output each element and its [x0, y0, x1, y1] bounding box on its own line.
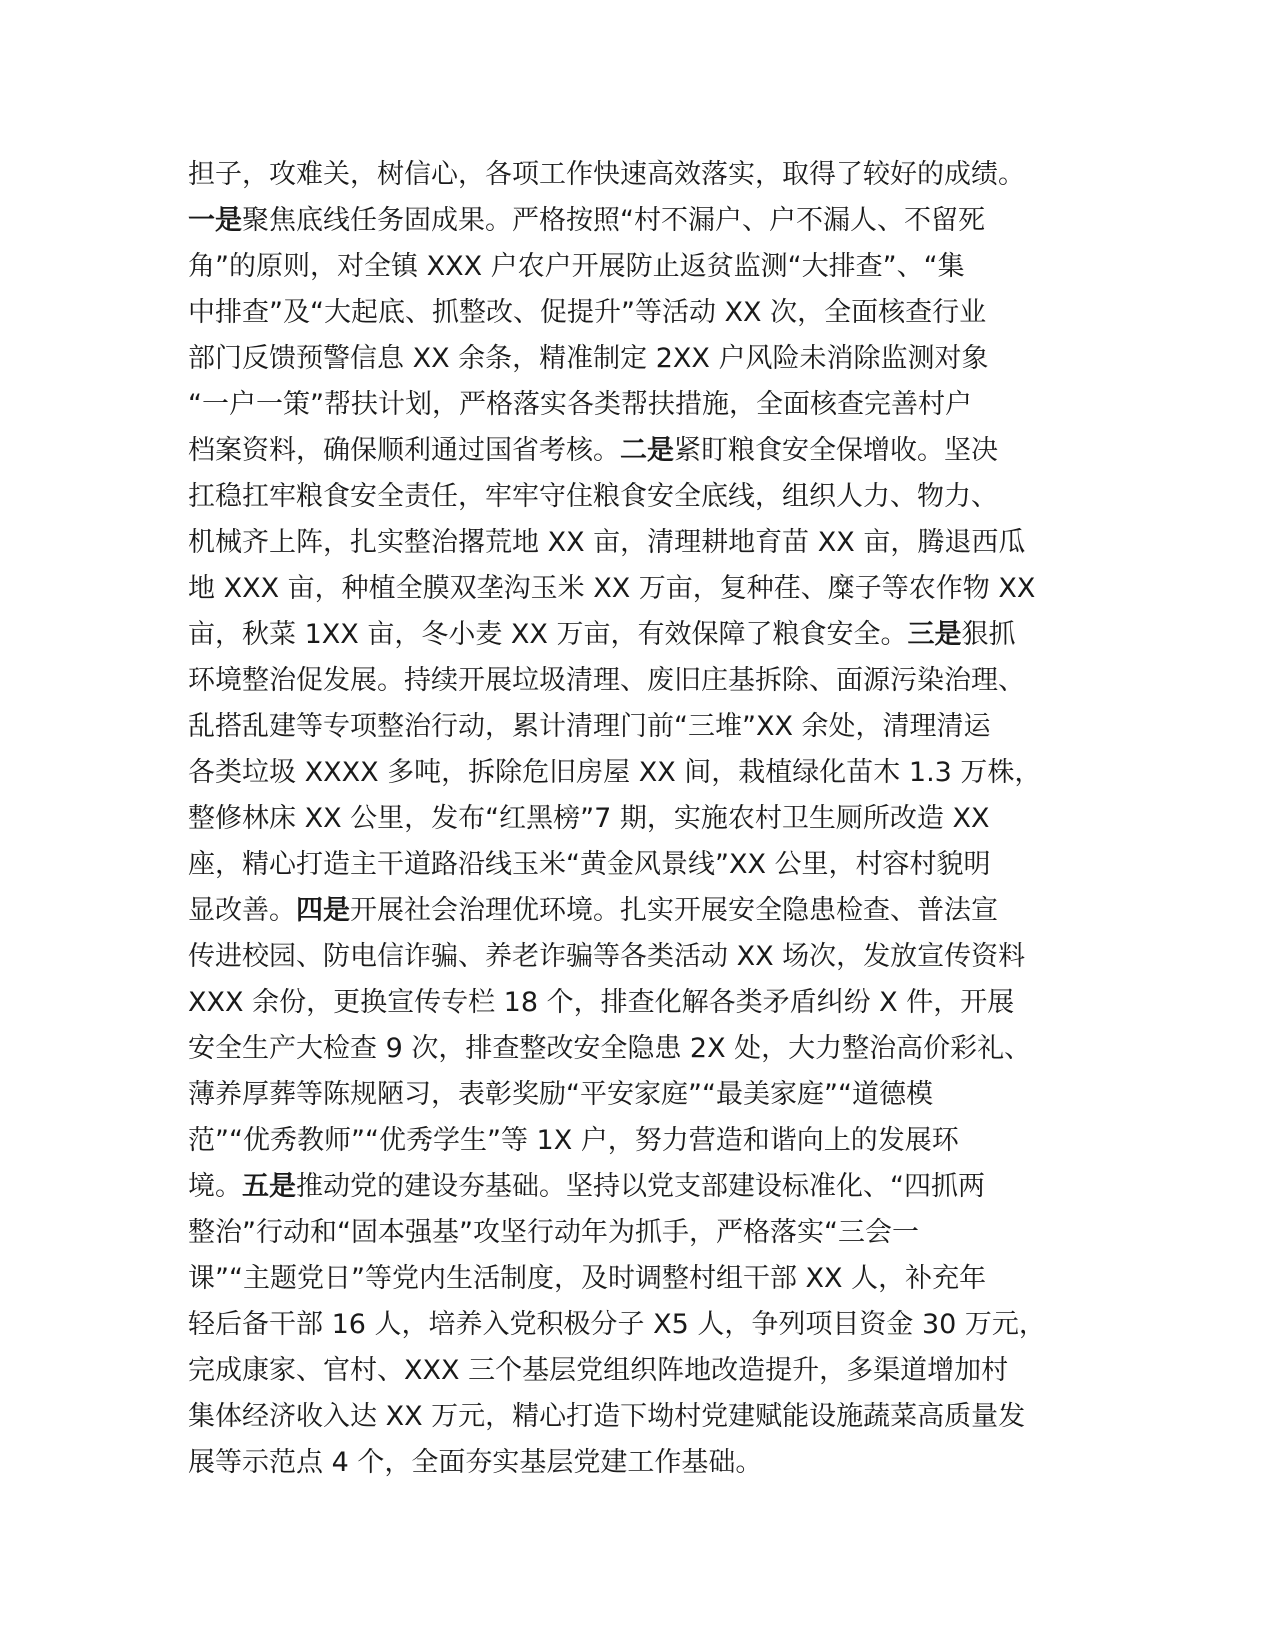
ordinal-marker: 五是 [242, 1171, 296, 1202]
text-line: 展等示范点 4 个，全面夯实基层党建工作基础。 [188, 1447, 763, 1478]
text-line: 座，精心打造主干道路沿线玉米“黄金风景线”XX 公里，村容村貌明 [188, 849, 991, 880]
text-line: 整治”行动和“固本强基”攻坚行动年为抓手，严格落实“三会一 [188, 1217, 919, 1248]
text-line: 境。五是推动党的建设夯基础。坚持以党支部建设标准化、“四抓两 [188, 1171, 985, 1202]
text-line: 档案资料，确保顺利通过国省考核。二是紧盯粮食安全保增收。坚决 [188, 435, 998, 466]
text-line: 安全生产大检查 9 次，排查整改安全隐患 2X 处，大力整治高价彩礼、 [188, 1033, 1032, 1064]
text-line: 部门反馈预警信息 XX 余条，精准制定 2XX 户风险未消除监测对象 [188, 343, 989, 374]
text-line: 地 XXX 亩，种植全膜双垄沟玉米 XX 万亩，复种荏、糜子等农作物 XX [188, 573, 1036, 604]
text-line: 传进校园、防电信诈骗、养老诈骗等各类活动 XX 场次，发放宣传资料 [188, 941, 1026, 972]
text-line: 中排查”及“大起底、抓整改、促提升”等活动 XX 次，全面核查行业 [188, 297, 987, 328]
text-line: 显改善。四是开展社会治理优环境。扎实开展安全隐患检查、普法宣 [188, 895, 998, 926]
text-line: 担子，攻难关，树信心，各项工作快速高效落实，取得了较好的成绩。 [188, 159, 1025, 190]
body-paragraph [188, 152, 1088, 1486]
ordinal-marker: 三是 [907, 619, 962, 650]
text-line: 一是聚焦底线任务固成果。严格按照“村不漏户、户不漏人、不留死 [188, 205, 985, 236]
text-line: 扛稳扛牢粮食安全责任，牢牢守住粮食安全底线，组织人力、物力、 [188, 481, 998, 512]
ordinal-marker: 一是 [188, 205, 242, 236]
text-line: “一户一策”帮扶计划，严格落实各类帮扶措施，全面核查完善村户 [188, 389, 972, 420]
text-line: 整修林床 XX 公里，发布“红黑榜”7 期，实施农村卫生厕所改造 XX [188, 803, 990, 834]
text-line: 课”“主题党日”等党内生活制度，及时调整村组干部 XX 人，补充年 [188, 1263, 987, 1294]
ordinal-marker: 四是 [296, 895, 350, 926]
text-line: 角”的原则，对全镇 XXX 户农户开展防止返贫监测“大排查”、“集 [188, 251, 965, 282]
text-line: 轻后备干部 16 人，培养入党积极分子 X5 人，争列项目资金 30 万元， [188, 1309, 1046, 1340]
text-line: 范”“优秀教师”“优秀学生”等 1X 户，努力营造和谐向上的发展环 [188, 1125, 959, 1156]
text-line: 乱搭乱建等专项整治行动，累计清理门前“三堆”XX 余处，清理清运 [188, 711, 991, 742]
text-line: 完成康家、官村、XXX 三个基层党组织阵地改造提升，多渠道增加村 [188, 1355, 1009, 1386]
text-line: XXX 余份，更换宣传专栏 18 个，排查化解各类矛盾纠纷 X 件，开展 [188, 987, 1015, 1018]
text-line: 集体经济收入达 XX 万元，精心打造下坳村党建赋能设施蔬菜高质量发 [188, 1401, 1026, 1432]
text-line: 各类垃圾 XXXX 多吨，拆除危旧房屋 XX 间，栽植绿化苗木 1.3 万株， [188, 757, 1042, 788]
text-line: 机械齐上阵，扎实整治撂荒地 XX 亩，清理耕地育苗 XX 亩，腾退西瓜 [188, 527, 1026, 558]
text-line: 环境整治促发展。持续开展垃圾清理、废旧庄基拆除、面源污染治理、 [188, 665, 1025, 696]
text-line: 亩，秋菜 1XX 亩，冬小麦 XX 万亩，有效保障了粮食安全。三是狠抓 [188, 619, 1016, 650]
text-line: 薄养厚葬等陈规陋习，表彰奖励“平安家庭”“最美家庭”“道德模 [188, 1079, 933, 1110]
ordinal-marker: 二是 [620, 435, 674, 466]
